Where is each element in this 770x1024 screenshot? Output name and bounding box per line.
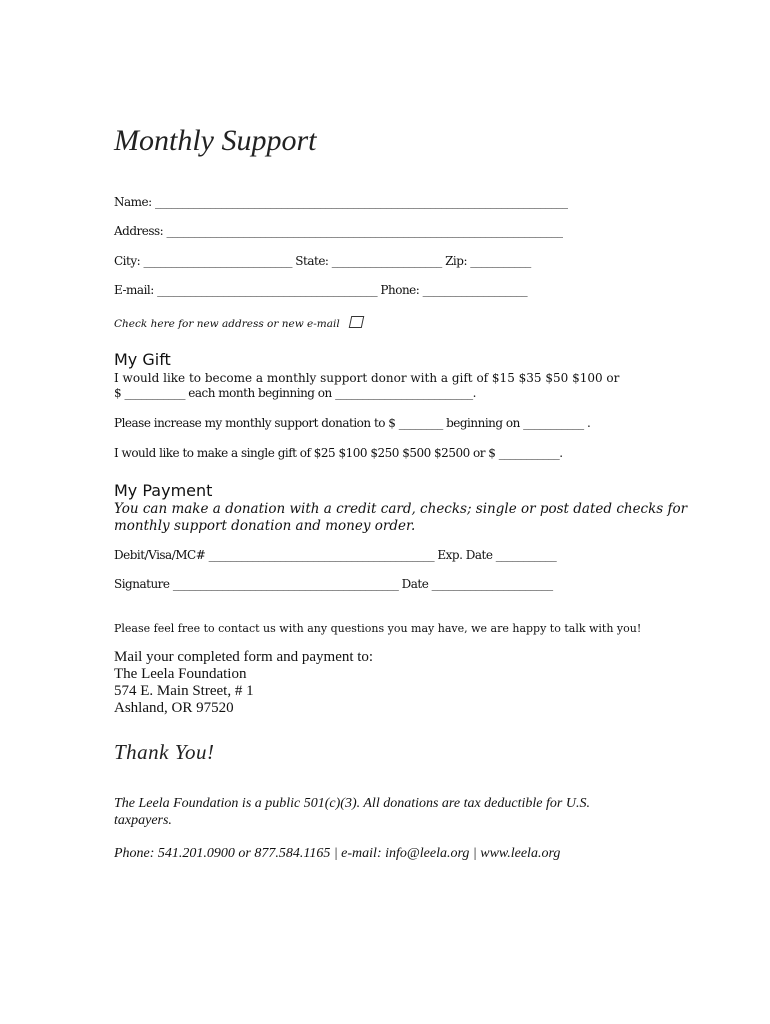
tax-note-line-1: The Leela Foundation is a public 501(c)(3). All donations are tax deductible for U.S. <box>114 796 590 811</box>
contact-info: Phone: 541.201.0900 or 877.584.1165 | e-mail: info@leela.org | www.leela.org <box>114 846 561 861</box>
email-field[interactable]: E-mail: ________________________________________ <box>114 283 378 297</box>
page-title: Monthly Support <box>114 124 317 157</box>
my-gift-heading: My Gift <box>114 350 171 369</box>
email-phone-row <box>114 283 527 297</box>
city-state-zip-row <box>114 254 531 268</box>
city-field[interactable]: City: ___________________________ <box>114 254 292 268</box>
mail-street: 574 E. Main Street, # 1 <box>114 683 254 699</box>
mail-address-block <box>114 649 373 717</box>
card-row <box>114 548 556 562</box>
tax-note <box>114 795 590 829</box>
gift-monthly-line: I would like to become a monthly support donor with a gift of $15 $35 $50 $100 or <box>114 371 620 385</box>
name-field[interactable]: Name: ___________________________________________________________________________ <box>114 195 568 209</box>
phone-field[interactable]: Phone: ___________________ <box>377 283 528 297</box>
tax-note-line-2: taxpayers. <box>114 813 172 828</box>
payment-description-1: You can make a donation with a credit card, checks; single or post dated checks for <box>114 501 688 517</box>
address-field[interactable]: Address: ________________________________________________________________________ <box>114 224 563 238</box>
card-number-field[interactable]: Debit/Visa/MC# _________________________________________ <box>114 548 435 562</box>
payment-description-2: monthly support donation and money order. <box>114 518 416 534</box>
state-field[interactable]: State: ____________________ <box>291 254 442 268</box>
thank-you-heading: Thank You! <box>114 740 215 764</box>
exp-date-field[interactable]: Exp. Date ___________ <box>434 548 557 562</box>
mail-org-name: The Leela Foundation <box>114 666 247 682</box>
gift-increase-line[interactable]: Please increase my monthly support donation to $ ________ beginning on ___________ . <box>114 416 591 430</box>
signature-field[interactable]: Signature _________________________________________ <box>114 577 399 591</box>
zip-field[interactable]: Zip: ___________ <box>441 254 531 268</box>
mail-city: Ashland, OR 97520 <box>114 700 234 716</box>
date-field[interactable]: Date ______________________ <box>398 577 553 591</box>
gift-single-line[interactable]: I would like to make a single gift of $25 $100 $250 $500 $2500 or $ ___________. <box>114 446 563 460</box>
new-address-check-row <box>114 316 363 330</box>
contact-note: Please feel free to contact us with any questions you may have, we are happy to talk with you! <box>114 622 642 635</box>
mail-instruction: Mail your completed form and payment to: <box>114 649 374 665</box>
new-address-checkbox[interactable] <box>348 316 364 328</box>
new-address-check-label: Check here for new address or new e-mail <box>114 318 340 330</box>
gift-monthly-amount-line[interactable]: $ ___________ each month beginning on _________________________. <box>114 386 476 400</box>
signature-row <box>114 577 553 591</box>
my-payment-heading: My Payment <box>114 481 213 500</box>
